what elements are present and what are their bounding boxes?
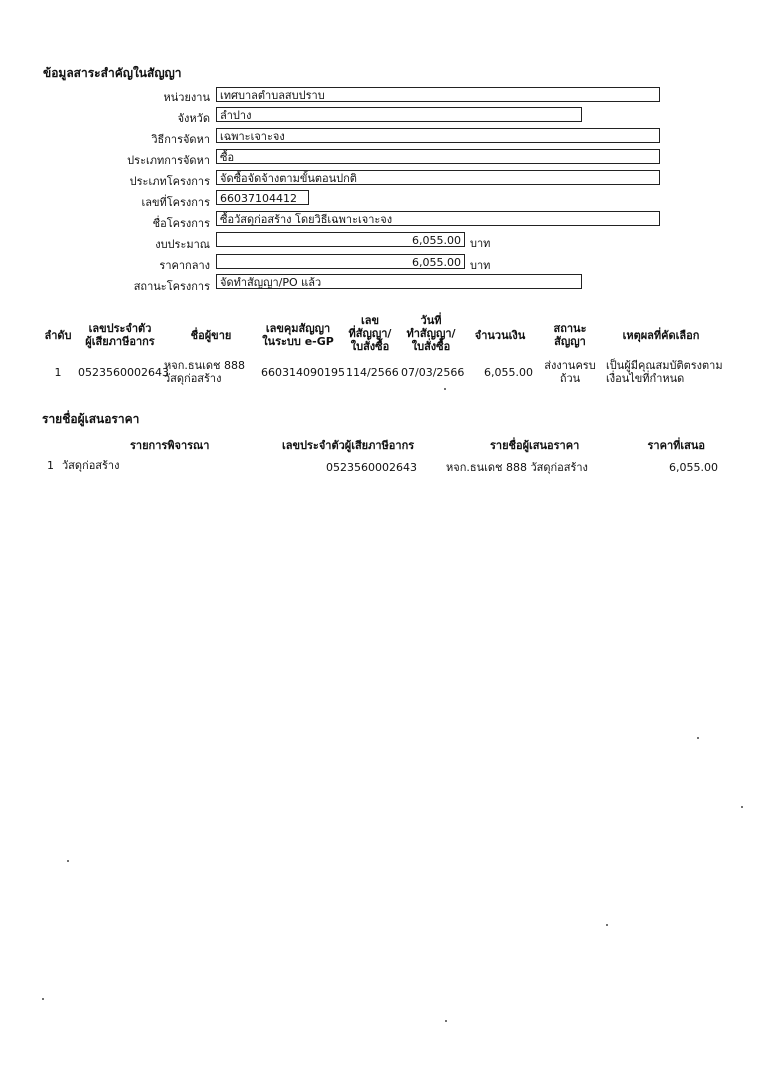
- field-label-agency: หน่วยงาน: [163, 91, 210, 104]
- field-label-project-name: ชื่อโครงการ: [152, 217, 210, 230]
- bidders-header-item: รายการพิจารณา: [130, 439, 210, 452]
- median-price-unit: บาท: [470, 259, 491, 272]
- col-header-contract-no: [340, 314, 400, 353]
- field-label-province: จังหวัด: [177, 112, 210, 125]
- field-label-project-type: ประเภทโครงการ: [129, 175, 210, 188]
- bidder-row-seq: 1: [47, 459, 54, 472]
- col-header-egp-line2: ในระบบ e-GP: [262, 335, 334, 348]
- row-seq: 1: [54, 366, 62, 379]
- field-label-procurement-type: ประเภทการจัดหา: [127, 154, 210, 167]
- col-header-seq: ลำดับ: [44, 329, 72, 342]
- row-seller: [164, 359, 245, 385]
- row-seller-line2: วัสดุก่อสร้าง: [164, 372, 222, 385]
- scan-speck: [741, 806, 743, 808]
- scan-speck: [444, 388, 446, 390]
- col-header-contract-date-line1: วันที่: [420, 314, 442, 327]
- col-header-amount: จำนวนเงิน: [474, 329, 526, 342]
- row-reason-line1: เป็นผู้มีคุณสมบัติตรงตาม: [606, 359, 723, 372]
- field-median-price: 6,055.00: [216, 254, 465, 269]
- field-province: ลำปาง: [216, 107, 582, 122]
- section-title-bidders: รายชื่อผู้เสนอราคา: [42, 412, 140, 426]
- scan-speck: [697, 737, 699, 739]
- col-header-reason: เหตุผลที่คัดเลือก: [622, 329, 700, 342]
- row-egp: 660314090195: [261, 366, 345, 379]
- field-project-number: 66037104412: [216, 190, 309, 205]
- field-project-status: จัดทำสัญญา/PO แล้ว: [216, 274, 582, 289]
- section-title-contract-info: ข้อมูลสาระสำคัญในสัญญา: [43, 66, 182, 80]
- field-procurement-type: ซื้อ: [216, 149, 660, 164]
- col-header-egp: [256, 322, 340, 348]
- row-status-line2: ถ้วน: [559, 372, 581, 385]
- col-header-contract-date-line3: ใบสั่งซื้อ: [411, 340, 451, 353]
- col-header-contract-date: [398, 314, 464, 353]
- bidder-row-item: วัสดุก่อสร้าง: [62, 459, 120, 472]
- row-taxid: 0523560002643: [78, 366, 169, 379]
- bidder-row-taxid: 0523560002643: [326, 461, 417, 474]
- row-contract-no: 114/2566: [346, 366, 399, 379]
- field-label-median-price: ราคากลาง: [159, 259, 210, 272]
- col-header-contract-no-line3: ใบสั่งซื้อ: [350, 340, 390, 353]
- col-header-contract-no-line2: ที่สัญญา/: [348, 327, 392, 340]
- bidder-row-price: 6,055.00: [669, 461, 718, 474]
- scan-speck: [606, 924, 608, 926]
- field-budget: 6,055.00: [216, 232, 465, 247]
- field-label-budget: งบประมาณ: [155, 238, 210, 251]
- row-contract-date: 07/03/2566: [401, 366, 465, 379]
- field-label-project-status: สถานะโครงการ: [133, 280, 210, 293]
- row-amount: 6,055.00: [484, 366, 533, 379]
- field-label-procurement-method: วิธีการจัดหา: [151, 133, 210, 146]
- field-agency: เทศบาลตำบลสบปราบ: [216, 87, 660, 102]
- row-reason: [606, 359, 723, 385]
- col-header-taxid-line1: เลขประจำตัว: [88, 322, 152, 335]
- row-reason-line2: เงื่อนไขที่กำหนด: [606, 372, 685, 385]
- col-header-taxid-line2: ผู้เสียภาษีอากร: [85, 335, 155, 348]
- field-label-project-number: เลขที่โครงการ: [141, 196, 210, 209]
- bidders-header-taxid: เลขประจำตัวผู้เสียภาษีอากร: [282, 439, 415, 452]
- col-header-contract-no-line1: เลข: [360, 314, 380, 327]
- scan-speck: [67, 860, 69, 862]
- scan-speck: [445, 1020, 447, 1022]
- field-project-type: จัดซื้อจัดจ้างตามขั้นตอนปกติ: [216, 170, 660, 185]
- col-header-contract-date-line2: ทำสัญญา/: [406, 327, 456, 340]
- col-header-seller: ชื่อผู้ขาย: [190, 329, 232, 342]
- field-project-name: ซื้อวัสดุก่อสร้าง โดยวิธีเฉพาะเจาะจง: [216, 211, 660, 226]
- bidder-row-name: หจก.ธนเดช 888 วัสดุก่อสร้าง: [446, 461, 588, 474]
- row-seller-line1: หจก.ธนเดช 888: [164, 359, 245, 372]
- col-header-status-line2: สัญญา: [554, 335, 586, 348]
- budget-unit: บาท: [470, 237, 491, 250]
- col-header-egp-line1: เลขคุมสัญญา: [265, 322, 331, 335]
- col-header-status: [540, 322, 600, 348]
- bidders-header-name: รายชื่อผู้เสนอราคา: [490, 439, 580, 452]
- bidders-header-price: ราคาที่เสนอ: [647, 439, 705, 452]
- col-header-taxid: [76, 322, 164, 348]
- row-status-line1: ส่งงานครบ: [544, 359, 596, 372]
- row-status: [540, 359, 600, 385]
- scan-speck: [42, 998, 44, 1000]
- field-procurement-method: เฉพาะเจาะจง: [216, 128, 660, 143]
- col-header-status-line1: สถานะ: [553, 322, 587, 335]
